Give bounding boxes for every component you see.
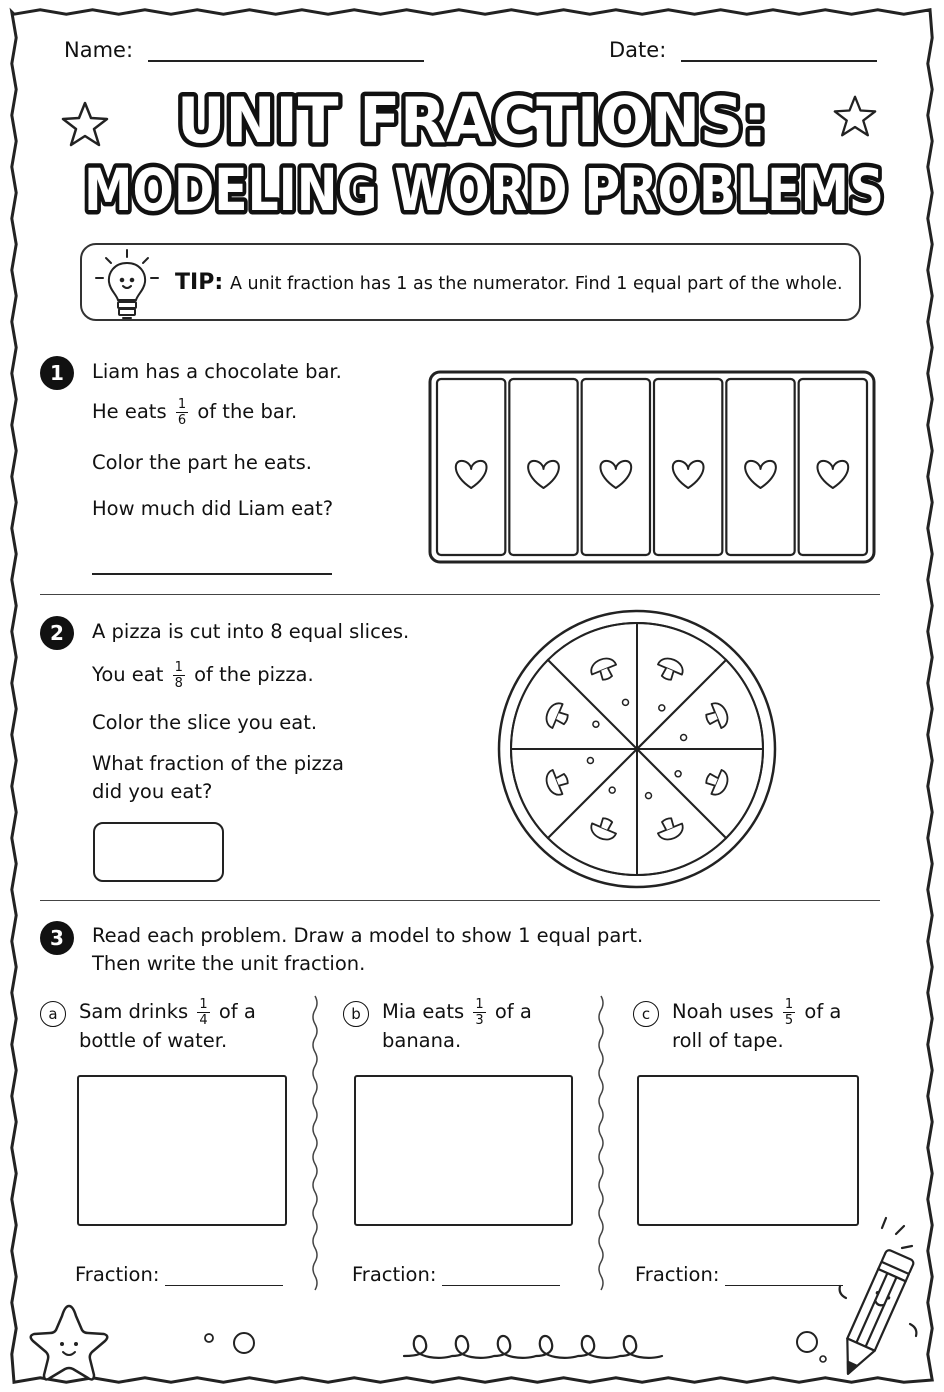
- question-3-number: 3: [40, 921, 74, 955]
- part-c-badge: c: [633, 1001, 659, 1027]
- star-icon: [60, 100, 110, 148]
- divider: [40, 594, 880, 595]
- q2-line-3: Color the slice you eat.: [92, 711, 318, 734]
- q3-line-2: Then write the unit fraction.: [92, 952, 366, 975]
- q2-line-2: You eat $\frac{1}{8}$ of the pizza.: [92, 660, 314, 691]
- q1-answer-line[interactable]: [92, 573, 332, 575]
- q2-line-4b: did you eat?: [92, 780, 213, 803]
- loop-doodle: [400, 1330, 660, 1370]
- q2-line-1: A pizza is cut into 8 equal slices.: [92, 620, 410, 643]
- part-a-fraction[interactable]: Fraction:: [75, 1263, 283, 1286]
- q2-fraction: $\frac{1}{8}$: [174, 660, 183, 691]
- question-1-number: 1: [40, 356, 74, 390]
- q1-fraction: $\frac{1}{6}$: [177, 397, 187, 428]
- part-c-text: Noah uses $\frac{1}{5}$ of a roll of tape.: [672, 997, 842, 1052]
- q2-answer-box[interactable]: [93, 822, 224, 882]
- date-line[interactable]: [681, 40, 877, 62]
- column-separator: [586, 996, 616, 1288]
- part-b-badge: b: [343, 1001, 369, 1027]
- date-field[interactable]: [609, 38, 877, 62]
- chocolate-bar: [428, 370, 878, 566]
- lightbulb-icon: [92, 248, 162, 326]
- part-b-fraction[interactable]: Fraction:: [352, 1263, 560, 1286]
- part-a-draw-box[interactable]: [77, 1075, 287, 1226]
- column-separator: [300, 996, 330, 1288]
- divider: [40, 900, 880, 901]
- pizza: [496, 608, 778, 890]
- name-line[interactable]: [148, 40, 424, 62]
- part-b-draw-box[interactable]: [354, 1075, 573, 1226]
- tip-text: A unit fraction has 1 as the numerator. Find 1 equal part of the whole.: [230, 274, 843, 294]
- date-label: Date:: [609, 38, 667, 62]
- part-b-text: Mia eats $\frac{1}{3}$ of a banana.: [382, 997, 532, 1052]
- part-c-draw-box[interactable]: [637, 1075, 859, 1226]
- tip-label: TIP:: [175, 270, 224, 295]
- name-label: Name:: [64, 38, 134, 62]
- part-a-badge: a: [40, 1001, 66, 1027]
- q1-line-3: Color the part he eats.: [92, 451, 313, 474]
- pencil-icon: [826, 1214, 930, 1386]
- q1-line-1: Liam has a chocolate bar.: [92, 360, 342, 383]
- worksheet-title: [0, 70, 944, 230]
- smiling-star-icon: [26, 1302, 112, 1386]
- q1-line-2: He eats $\frac{1}{6}$ of the bar.: [92, 397, 298, 428]
- part-a-text: Sam drinks $\frac{1}{4}$ of a bottle of water.: [79, 997, 256, 1052]
- name-field[interactable]: [64, 38, 424, 62]
- q2-line-4a: What fraction of the pizza: [92, 752, 344, 775]
- title-line-2: MODELING WORD PROBLEMS: [84, 156, 884, 224]
- q1-line-4: How much did Liam eat?: [92, 497, 334, 520]
- circle-doodles: [200, 1325, 260, 1365]
- title-line-1: UNIT FRACTIONS:: [177, 84, 767, 157]
- part-c-fraction[interactable]: Fraction:: [635, 1263, 843, 1286]
- star-icon: [832, 94, 878, 138]
- question-2-number: 2: [40, 616, 74, 650]
- q3-line-1: Read each problem. Draw a model to show 1 equal part.: [92, 924, 644, 947]
